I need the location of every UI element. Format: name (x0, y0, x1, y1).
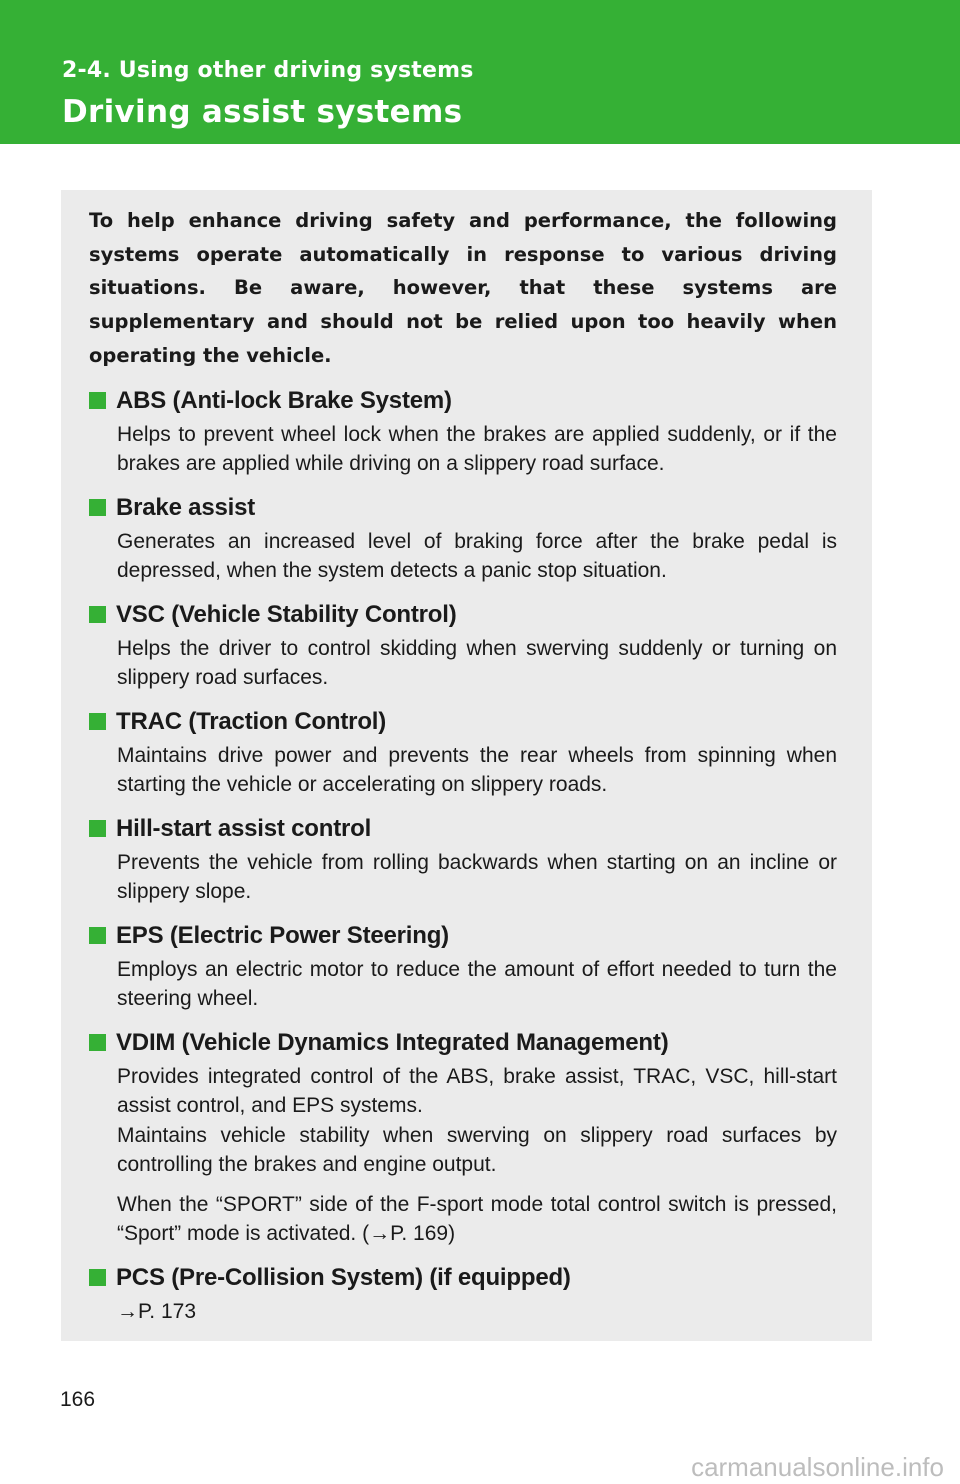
item-abs (89, 382, 837, 479)
item-hill-start (89, 810, 837, 907)
item-description: Maintains drive power and prevents the rear wheels from spinning when starting the vehicle or accelerating on slippery roads. (117, 743, 837, 797)
page-number: 166 (60, 1388, 96, 1411)
item-description-3: When the “SPORT” side of the F-sport mode total control switch is pressed, “Sport” mode is activated. (→P. 169) (117, 1192, 837, 1246)
item-vsc (89, 596, 837, 693)
item-title: ABS (Anti-lock Brake System) (116, 386, 452, 414)
item-eps (89, 917, 837, 1014)
item-description: Prevents the vehicle from rolling backwards when starting on an incline or slippery slope. (117, 850, 837, 904)
item-description: Generates an increased level of braking force after the brake pedal is depressed, when the system detects a panic stop situation. (117, 529, 837, 583)
square-bullet-icon (89, 606, 106, 623)
item-vdim (89, 1024, 837, 1249)
item-brake-assist (89, 489, 837, 586)
page-title: Driving assist systems (62, 94, 463, 130)
watermark: carmanualsonline.info (691, 1452, 944, 1482)
item-description-2: Maintains vehicle stability when swerving on slippery road surfaces by controlling the brakes and engine output. (117, 1123, 837, 1177)
intro-paragraph: To help enhance driving safety and performance, the following systems operate automatically in response to various driving situations. Be aware, however, that these systems are supplementary and should not be relied upon too heavily when operating the vehicle. (89, 209, 837, 367)
item-description: Provides integrated control of the ABS, brake assist, TRAC, VSC, hill-start assist control, and EPS systems. (117, 1064, 837, 1118)
item-title: PCS (Pre-Collision System) (if equipped) (116, 1263, 571, 1291)
square-bullet-icon (89, 1269, 106, 1286)
square-bullet-icon (89, 927, 106, 944)
square-bullet-icon (89, 713, 106, 730)
square-bullet-icon (89, 1034, 106, 1051)
section-label: 2-4. Using other driving systems (62, 58, 474, 83)
square-bullet-icon (89, 392, 106, 409)
header-bar (0, 0, 960, 144)
page-reference-link[interactable]: →P. 173 (117, 1299, 197, 1323)
item-trac (89, 703, 837, 800)
item-description: Helps to prevent wheel lock when the brakes are applied suddenly, or if the brakes are applied while driving on a slippery road surface. (117, 422, 837, 476)
item-title: VSC (Vehicle Stability Control) (116, 600, 457, 628)
square-bullet-icon (89, 820, 106, 837)
item-description: Employs an electric motor to reduce the amount of effort needed to turn the steering wheel. (117, 957, 837, 1011)
item-title: VDIM (Vehicle Dynamics Integrated Management) (116, 1028, 669, 1056)
content-box (61, 190, 872, 1341)
item-title: Hill-start assist control (116, 814, 372, 842)
item-pcs (89, 1259, 837, 1327)
item-description: Helps the driver to control skidding when swerving suddenly or turning on slippery road surfaces. (117, 636, 837, 690)
item-title: EPS (Electric Power Steering) (116, 921, 449, 949)
item-title: TRAC (Traction Control) (116, 707, 387, 735)
item-title: Brake assist (116, 493, 256, 521)
square-bullet-icon (89, 499, 106, 516)
